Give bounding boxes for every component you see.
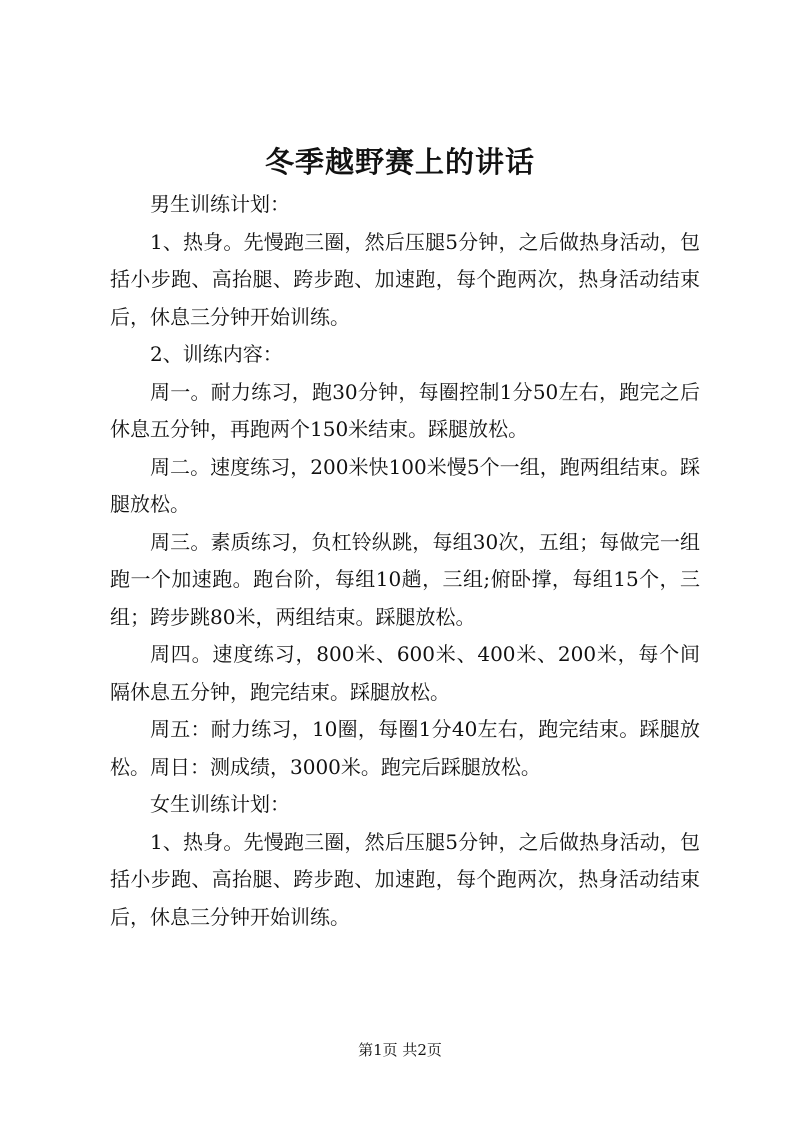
paragraph-tuesday: 周二。速度练习，200米快100米慢5个一组，跑两组结束。踩腿放松。: [110, 454, 700, 516]
document-title: 冬季越野赛上的讲话: [264, 145, 535, 179]
document-body: [110, 186, 700, 936]
paragraph-training-content: 2、训练内容：: [150, 342, 283, 366]
paragraph-wednesday: 周三。素质练习，负杠铃纵跳，每组30次，五组；每做完一组跑一个加速跑。跑台阶，每组10趟，三组;俯卧撑，每组15个，三组；跨步跳80米，两组结束。踩腿放松。: [110, 529, 700, 629]
paragraph-girls-plan-heading: 女生训练计划：: [150, 792, 290, 816]
paragraph-boys-plan-heading: 男生训练计划：: [150, 192, 290, 216]
paragraph-monday: 周一。耐力练习，跑30分钟，每圈控制1分50左右，跑完之后休息五分钟，再跑两个150米结束。踩腿放松。: [110, 379, 700, 441]
paragraph-friday: 周五：耐力练习，10圈，每圈1分40左右，跑完结束。踩腿放松。周日：测成绩，3000米。跑完后踩腿放松。: [110, 717, 700, 779]
paragraph-girls-warmup: 1、热身。先慢跑三圈，然后压腿5分钟，之后做热身活动，包括小步跑、高抬腿、跨步跑、加速跑，每个跑两次，热身活动结束后，休息三分钟开始训练。: [110, 829, 700, 929]
paragraph-warmup: 1、热身。先慢跑三圈，然后压腿5分钟，之后做热身活动，包括小步跑、高抬腿、跨步跑、加速跑，每个跑两次，热身活动结束后，休息三分钟开始训练。: [110, 229, 700, 329]
paragraph-thursday: 周四。速度练习，800米、600米、400米、200米，每个间隔休息五分钟，跑完结束。踩腿放松。: [110, 642, 700, 704]
page-footer: 第1页 共2页: [358, 1041, 442, 1059]
